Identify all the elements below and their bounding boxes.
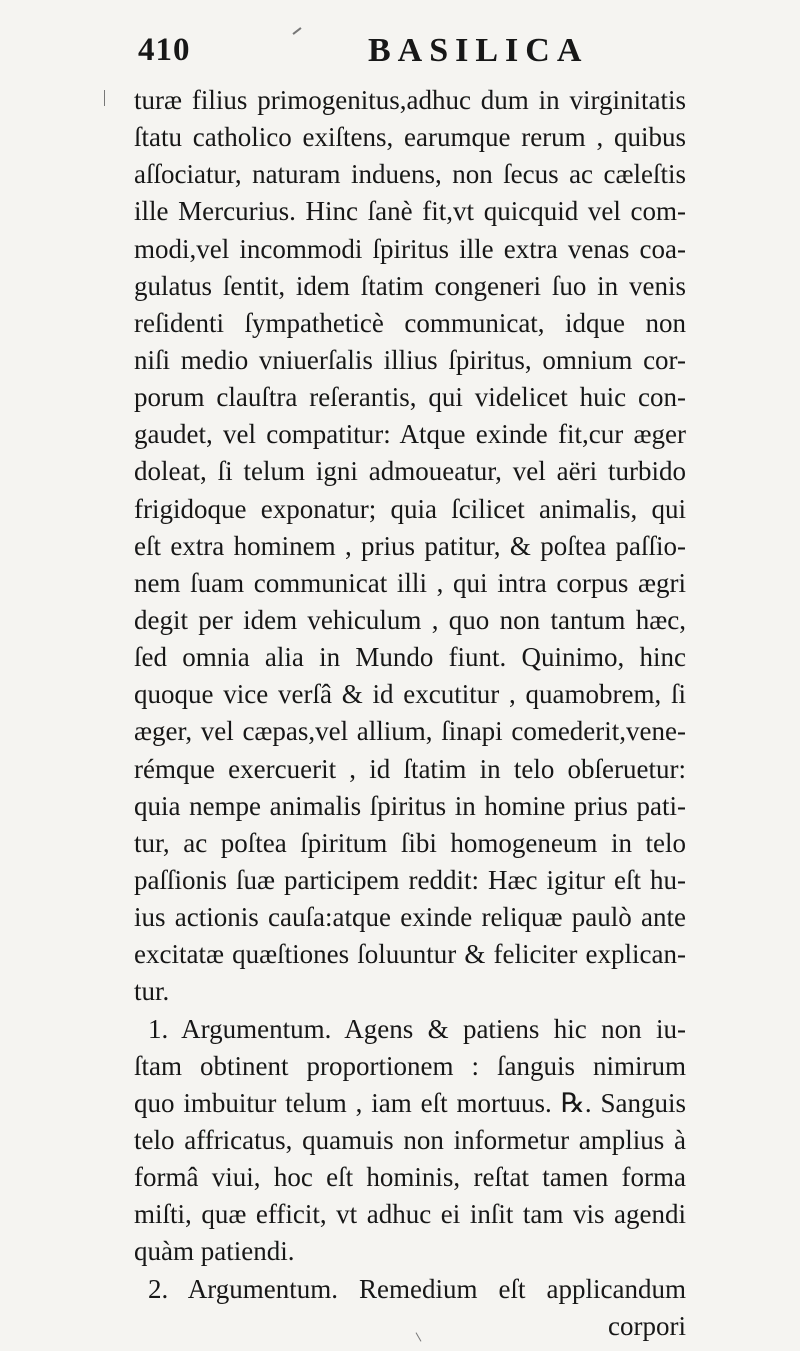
text-line: modi,vel incommodi ſpiritus ille extra venas coa-	[134, 233, 686, 264]
body-text	[134, 82, 686, 1345]
text-line: gaudet, vel compatitur: Atque exinde fit,cur æger	[134, 419, 686, 450]
text-line: doleat, ſi telum igni admoueatur, vel aëri turbido	[134, 456, 686, 487]
text-line: ille Mercurius. Hinc ſanè fit,vt quicquid vel com-	[134, 196, 686, 227]
text-line: eſt extra hominem , prius patitur, & poſtea paſſio-	[134, 530, 686, 561]
text-line: formâ viui, hoc eſt hominis, reſtat tamen forma	[134, 1162, 686, 1193]
page-header	[138, 30, 698, 74]
text-line: miſti, quæ efficit, vt adhuc ei inſit tam vis agendi	[134, 1199, 686, 1230]
text-line: nem ſuam communicat illi , qui intra corpus ægri	[134, 567, 686, 598]
text-line: turæ filius primogenitus,adhuc dum in virginitatis	[134, 85, 686, 115]
text-line: quia nempe animalis ſpiritus in homine prius pati-	[134, 790, 686, 821]
text-line: quo imbuitur telum , iam eſt mortuus. ℞. Sanguis	[134, 1087, 686, 1118]
text-line: æger, vel cæpas,vel allium, ſinapi comederit,vene-	[134, 716, 686, 747]
text-line: telo affricatus, quamuis non informetur amplius à	[134, 1124, 686, 1155]
text-line: frigidoque exponatur; quia ſcilicet animalis, qui	[134, 493, 686, 524]
text-line: excitatæ quæſtiones ſoluuntur & feliciter explican-	[134, 939, 686, 970]
running-head: BASILICA	[368, 32, 589, 69]
argument-heading: 1. Argumentum. Agens & patiens hic non iu-	[148, 1013, 686, 1044]
text-line: reſidenti ſympatheticè communicat, idque non	[134, 307, 686, 338]
text-line: quoque vice verſâ & id excutitur , quamobrem, ſi	[134, 679, 686, 710]
text-line: niſi medio vniuerſalis illius ſpiritus, omnium cor-	[134, 344, 686, 375]
catchword: corpori	[608, 1310, 686, 1341]
text-line: tur.	[134, 976, 170, 1007]
text-line: rémque exercuerit , id ſtatim in telo obſeruetur:	[134, 753, 686, 784]
text-line: tur, ac poſtea ſpiritum ſibi homogeneum in telo	[134, 827, 686, 858]
text-line: ſtatu catholico exiſtens, earumque rerum , quibus	[134, 122, 686, 153]
text-line: porum clauſtra reſerantis, qui videlicet huic con-	[134, 382, 686, 413]
paper-mark	[104, 90, 105, 106]
text-line: paſſionis ſuæ participem reddit: Hæc igitur eſt hu-	[134, 864, 686, 895]
page-number: 410	[138, 32, 191, 68]
text-line: ſed omnia alia in Mundo fiunt. Quinimo, hinc	[134, 642, 686, 673]
text-line: ius actionis cauſa:atque exinde reliquæ paulò ante	[134, 902, 686, 933]
text-line: ſtam obtinent proportionem : ſanguis nimirum	[134, 1050, 686, 1081]
text-line: aſſociatur, naturam induens, non ſecus ac cæleſtis	[134, 159, 686, 190]
text-line: gulatus ſentit, idem ſtatim congeneri ſuo in venis	[134, 270, 686, 301]
text-line: degit per idem vehiculum , quo non tantum hæc,	[134, 604, 686, 635]
text-line: quàm patiendi.	[134, 1236, 295, 1267]
argument-heading: 2. Argumentum. Remedium eſt applicandum	[148, 1273, 686, 1304]
